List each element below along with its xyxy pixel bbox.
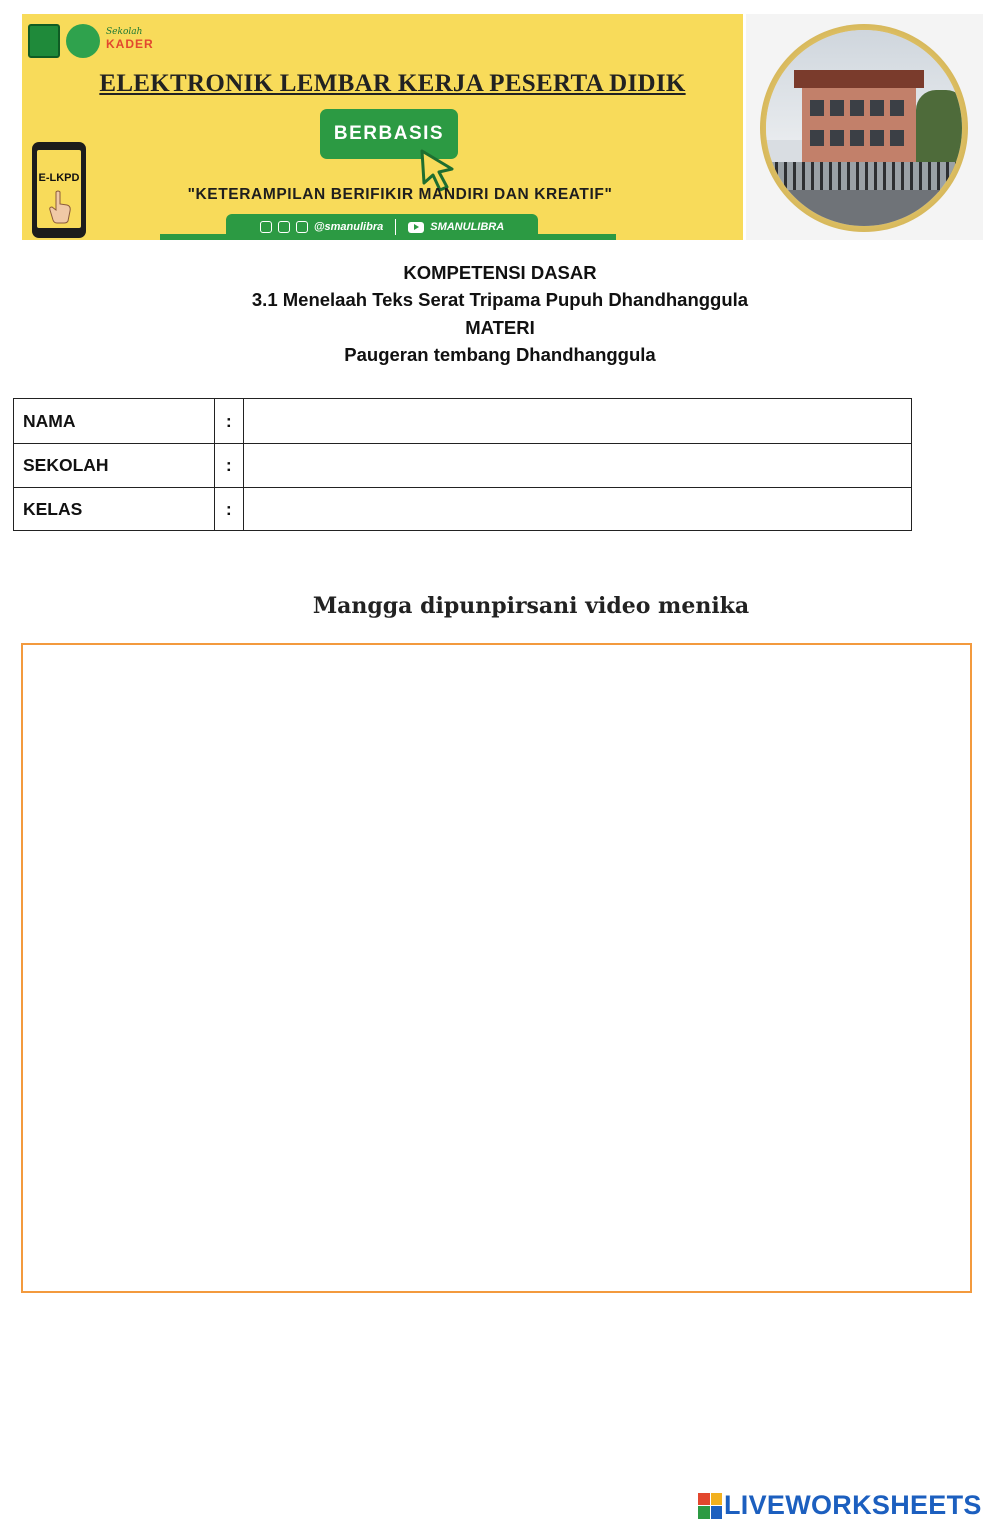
table-row xyxy=(14,488,912,531)
social-handle: @smanulibra xyxy=(313,221,384,233)
materi-heading: MATERI xyxy=(465,317,535,338)
materi-title: Paugeran tembang Dhandhanggula xyxy=(344,344,656,365)
phone-icon xyxy=(32,142,86,238)
phone-screen xyxy=(37,150,81,228)
kemenag-logo-icon xyxy=(28,24,60,58)
gold-ring xyxy=(760,24,968,232)
sekolah-field[interactable] xyxy=(243,444,911,488)
brand-text: LIVEWORKSHEETS xyxy=(724,1490,982,1520)
kompetensi-dasar-heading: KOMPETENSI DASAR xyxy=(403,262,597,283)
school-logo-icon xyxy=(66,24,100,58)
banner-tagline: "KETERAMPILAN BERIFIKIR MANDIRI DAN KREATIF" xyxy=(187,186,613,203)
kelas-label: KELAS xyxy=(14,488,215,531)
nama-label: NAMA xyxy=(14,399,215,444)
banner-title: ELEKTRONIK LEMBAR KERJA PESERTA DIDIK xyxy=(99,70,686,97)
colon: : xyxy=(214,399,243,444)
table-row xyxy=(14,444,912,488)
facebook-icon xyxy=(278,221,290,233)
kd-text: 3.1 Menelaah Teks Serat Tripama Pupuh Dhandhanggula xyxy=(251,289,749,310)
colon: : xyxy=(214,488,243,531)
liveworksheets-logo-icon xyxy=(698,1493,722,1519)
colon: : xyxy=(214,444,243,488)
sekolah-kader-logo xyxy=(106,27,154,54)
logo-kader-small-text: Sekolah xyxy=(106,27,143,37)
kelas-field[interactable] xyxy=(243,488,911,531)
liveworksheets-brand[interactable] xyxy=(698,1490,982,1521)
logo-kader-text: KADER xyxy=(106,36,154,51)
social-media-bar xyxy=(226,214,538,240)
table-row xyxy=(14,399,912,444)
instagram-icon xyxy=(260,221,272,233)
pointing-hand-icon xyxy=(47,190,73,224)
phone-label: E-LKPD xyxy=(38,172,80,184)
berbasis-badge: BERBASIS xyxy=(320,109,458,159)
logo-row xyxy=(28,24,154,58)
header-banner xyxy=(22,14,743,240)
video-caption: Mangga dipunpirsani video menika xyxy=(312,593,750,619)
nama-field[interactable] xyxy=(243,399,911,444)
social-divider xyxy=(395,219,396,235)
school-photo-frame xyxy=(746,14,983,240)
tiktok-icon xyxy=(296,221,308,233)
sekolah-label: SEKOLAH xyxy=(14,444,215,488)
youtube-channel: SMANULIBRA xyxy=(430,221,505,233)
identity-table xyxy=(13,398,912,531)
video-player-area[interactable] xyxy=(21,643,972,1293)
youtube-icon xyxy=(408,222,424,233)
school-building-photo xyxy=(766,30,962,226)
